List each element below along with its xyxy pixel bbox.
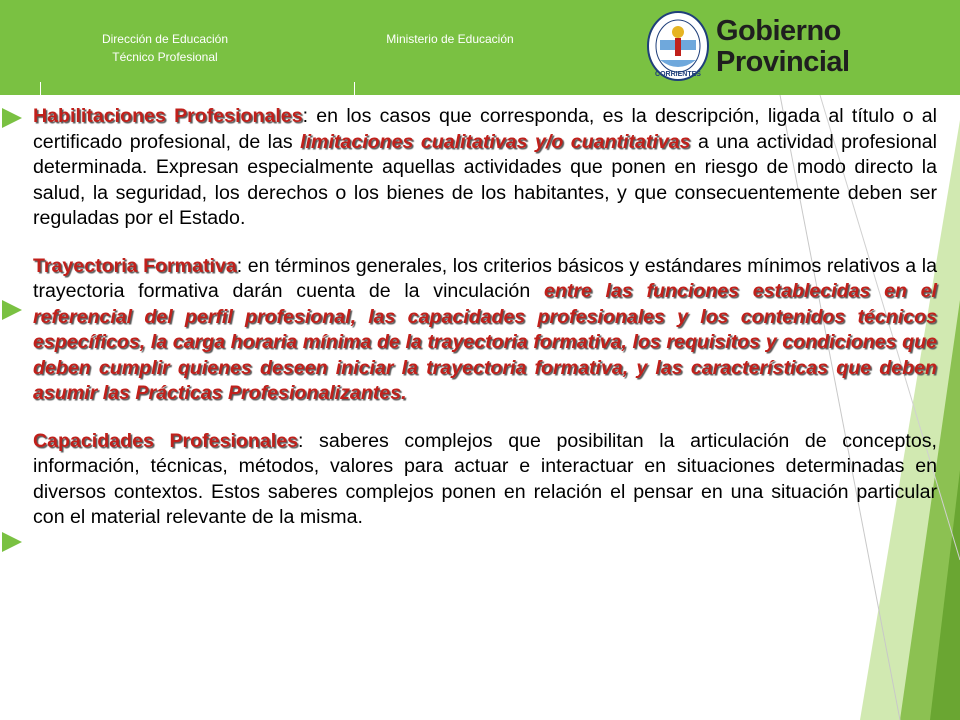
term-title: Habilitaciones Profesionales — [33, 105, 303, 127]
corrientes-seal-icon — [646, 10, 710, 82]
term-title: Capacidades Profesionales — [33, 429, 298, 452]
gobierno-provincial-text — [716, 16, 850, 78]
seal-label: CORRIENTES — [655, 71, 701, 78]
header-ministry: Ministerio de Educación — [386, 32, 514, 46]
logo-line2: Provincial — [716, 46, 850, 78]
emphasis-text: entre las funciones establecidas en el referencial del perfil profesional, las capacidades profesionales y los contenidos técnicos específicos, la carga horaria mínima de la trayectoria formativa, los requisitos y condiciones que deben cumplir quienes deseen iniciar la trayectoria formativa, y las características que deben asumir las Prácticas Profesionalizantes. — [33, 280, 937, 404]
paragraph-capacidades — [33, 429, 937, 531]
emphasis-text: limitaciones cualitativas y/o cuantitativas — [300, 130, 691, 153]
term-title: Trayectoria Formativa — [33, 254, 237, 277]
gobierno-provincial-logo — [646, 10, 850, 82]
green-arrow-icon — [2, 532, 22, 552]
header-divider — [354, 82, 355, 96]
header-bar — [0, 0, 960, 95]
header-divider — [40, 82, 41, 96]
header-left-line2: Técnico Profesional — [112, 50, 218, 64]
header-left-text — [40, 30, 290, 66]
green-arrow-icon — [2, 300, 22, 320]
paragraph-text: : en términos generales, los criterios básicos y estándares mínimos relativos a la trayectoria formativa darán cuenta de la vinculación — [33, 254, 937, 302]
main-content — [33, 104, 937, 553]
logo-line1: Gobierno — [716, 15, 841, 47]
green-arrow-icon — [2, 108, 22, 128]
paragraph-trayectoria — [33, 254, 937, 407]
paragraph-text: a una actividad profesional determinada. Expresan especialmente aquellas actividades que ponen en riesgo de modo directo la salud, la seguridad, los derechos o los bienes de los habitantes, y que consecuentemente deben ser reguladas por el Estado. — [33, 130, 937, 229]
paragraph-text: : saberes complejos que posibilitan la articulación de conceptos, información, técnicas, métodos, valores para actuar e interactuar en situaciones determinadas en diversos contextos. Estos saberes complejos ponen en relación el pensar en una situación particular con el material relevante de la misma. — [33, 429, 937, 528]
paragraph-habilitaciones — [33, 104, 937, 232]
header-left-line1: Dirección de Educación — [101, 32, 229, 46]
paragraph-text: : en los casos que corresponda, es la descripción, ligada al título o al certificado profesional, de las — [33, 105, 937, 153]
